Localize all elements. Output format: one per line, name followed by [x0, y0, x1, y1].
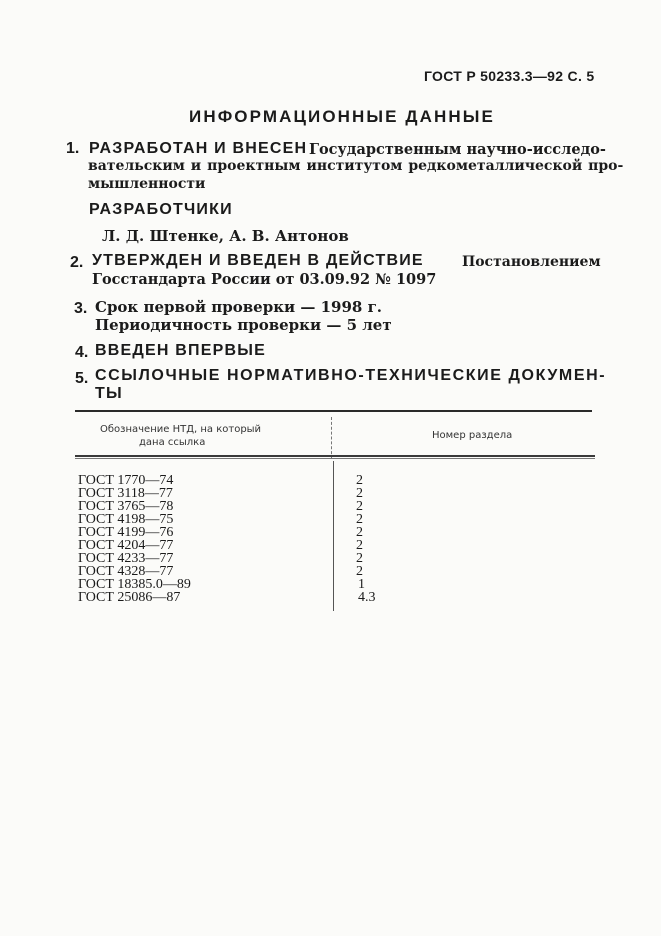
table-top-rule — [75, 410, 592, 412]
table-row-7-section: 2 — [356, 551, 363, 566]
table-row-1-doc: ГОСТ 1770—74 — [78, 473, 174, 488]
header-column-divider — [331, 417, 332, 459]
table-row-4-section: 2 — [356, 512, 363, 527]
item-2-caps: УТВЕРЖДЕН И ВВЕДЕН В ДЕЙСТВИЕ — [92, 252, 424, 269]
table-row-4-doc: ГОСТ 4198—75 — [78, 512, 174, 527]
page-title: ИНФОРМАЦИОННЫЕ ДАННЫЕ — [189, 107, 495, 126]
table-row-5-doc: ГОСТ 4199—76 — [78, 525, 174, 540]
item-4-number: 4. — [75, 344, 89, 361]
item-1-text-line1: Государственным научно-исследо- — [309, 141, 606, 158]
col2-header: Номер раздела — [432, 430, 513, 441]
item-1-caps: РАЗРАБОТАН И ВНЕСЕН — [89, 140, 308, 157]
table-row-3-doc: ГОСТ 3765—78 — [78, 499, 174, 514]
header-bottom-rule — [75, 455, 595, 457]
item-3-text-line2: Периодичность проверки — 5 лет — [95, 316, 392, 334]
item-4-caps: ВВЕДЕН ВПЕРВЫЕ — [95, 342, 266, 359]
item-2-text-line1: Постановлением — [462, 254, 601, 270]
item-3-number: 3. — [74, 300, 88, 317]
table-row-6-section: 2 — [356, 538, 363, 553]
table-row-9-doc: ГОСТ 18385.0—89 — [78, 577, 191, 592]
col1-header-line2: дана ссылка — [139, 437, 206, 448]
developers-names: Л. Д. Штенке, А. В. Антонов — [102, 227, 349, 245]
item-2-text-line2: Госстандарта России от 03.09.92 № 1097 — [92, 271, 437, 288]
body-column-divider — [333, 461, 334, 611]
item-1-text-line3: мышленности — [88, 176, 206, 192]
item-5-caps-line2: ТЫ — [95, 385, 123, 402]
document-reference: ГОСТ Р 50233.3—92 С. 5 — [424, 68, 595, 84]
table-row-10-section: 4.3 — [358, 590, 376, 605]
table-row-7-doc: ГОСТ 4233—77 — [78, 551, 174, 566]
item-3-text-line1: Срок первой проверки — 1998 г. — [95, 298, 382, 316]
item-1-text-line2: вательским и проектным институтом редкометаллической про- — [88, 158, 624, 174]
table-row-2-doc: ГОСТ 3118—77 — [78, 486, 173, 501]
table-row-10-doc: ГОСТ 25086—87 — [78, 590, 181, 605]
table-row-1-section: 2 — [356, 473, 363, 488]
table-row-8-section: 2 — [356, 564, 363, 579]
table-row-5-section: 2 — [356, 525, 363, 540]
table-row-3-section: 2 — [356, 499, 363, 514]
item-1-number: 1. — [66, 140, 80, 157]
table-row-6-doc: ГОСТ 4204—77 — [78, 538, 174, 553]
col1-header-line1: Обозначение НТД, на который — [100, 424, 262, 435]
table-row-9-section: 1 — [358, 577, 365, 592]
item-5-caps-line1: ССЫЛОЧНЫЕ НОРМАТИВНО-ТЕХНИЧЕСКИЕ ДОКУМЕН- — [95, 367, 607, 384]
developers-heading: РАЗРАБОТЧИКИ — [89, 201, 233, 218]
header-bottom-rule-2 — [75, 458, 595, 459]
item-2-number: 2. — [70, 254, 84, 271]
table-row-8-doc: ГОСТ 4328—77 — [78, 564, 174, 579]
item-5-number: 5. — [75, 370, 89, 387]
table-row-2-section: 2 — [356, 486, 363, 501]
